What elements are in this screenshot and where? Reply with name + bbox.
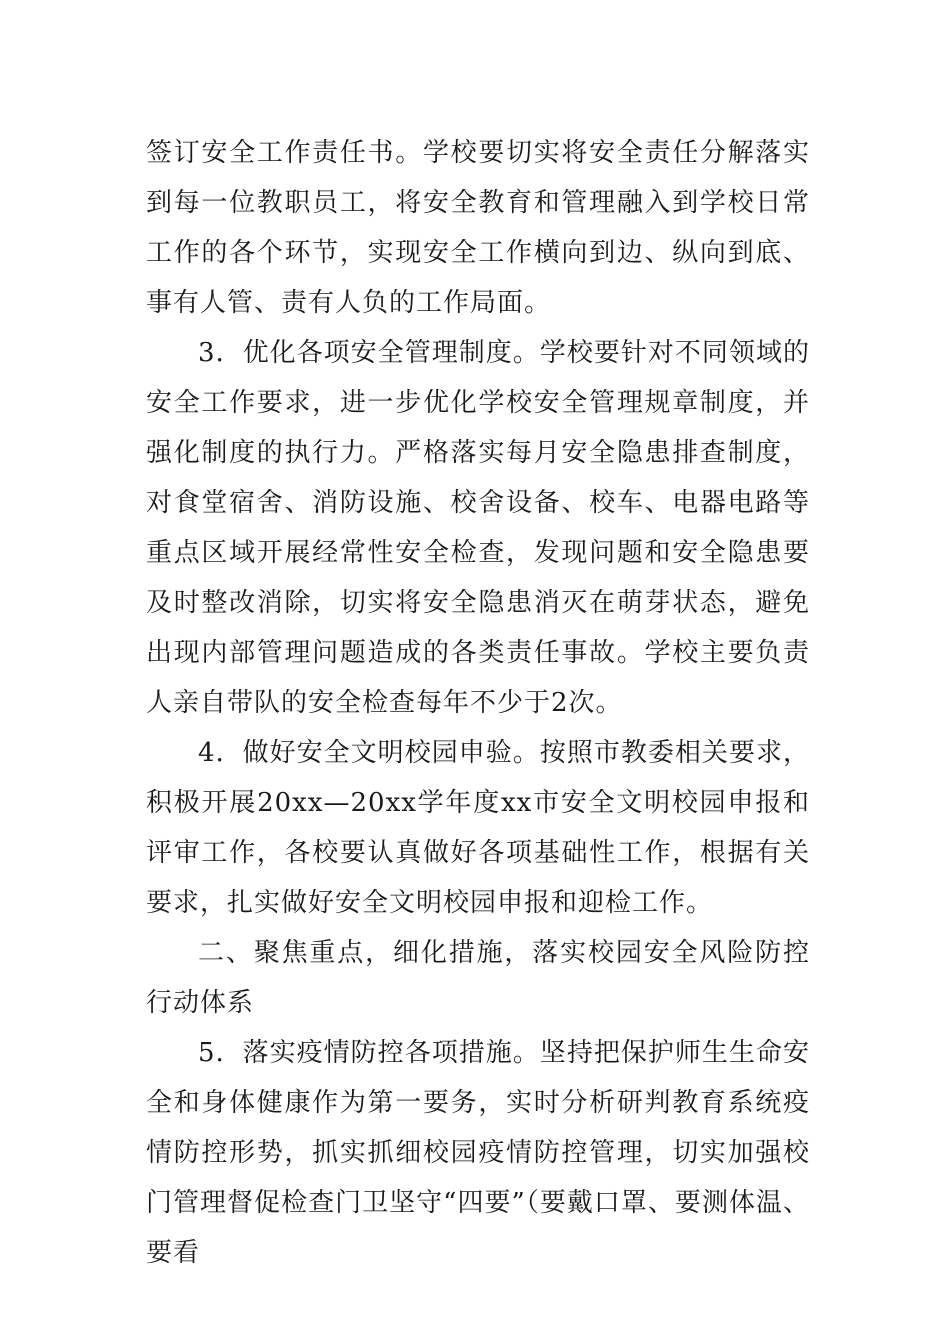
document-body: [146, 128, 810, 1278]
paragraph-item-3: 3．优化各项安全管理制度。学校要针对不同领域的安全工作要求，进一步优化学校安全管理规章制度，并强化制度的执行力。严格落实每月安全隐患排查制度，对食堂宿舍、消防设施、校舍设备、校车、电器电路等重点区域开展经常性安全检查，发现问题和安全隐患要及时整改消除，切实将安全隐患消灭在萌芽状态，避免出现内部管理问题造成的各类责任事故。学校主要负责人亲自带队的安全检查每年不少于2次。: [146, 338, 810, 718]
paragraph-continuation: 签订安全工作责任书。学校要切实将安全责任分解落实到每一位教职员工，将安全教育和管理融入到学校日常工作的各个环节，实现安全工作横向到边、纵向到底、事有人管、责有人负的工作局面。: [146, 138, 810, 318]
section-heading-2: 二、聚焦重点，细化措施，落实校园安全风险防控行动体系: [146, 938, 810, 1018]
paragraph-item-4: 4．做好安全文明校园申验。按照市教委相关要求，积极开展20xx—20xx学年度xx市安全文明校园申报和评审工作，各校要认真做好各项基础性工作，根据有关要求，扎实做好安全文明校园申报和迎检工作。: [146, 738, 810, 918]
paragraph-item-5: 5．落实疫情防控各项措施。坚持把保护师生生命安全和身体健康作为第一要务，实时分析研判教育系统疫情防控形势，抓实抓细校园疫情防控管理，切实加强校门管理督促检查门卫坚守“四要”（要戴口罩、要测体温、要看: [146, 1038, 810, 1268]
